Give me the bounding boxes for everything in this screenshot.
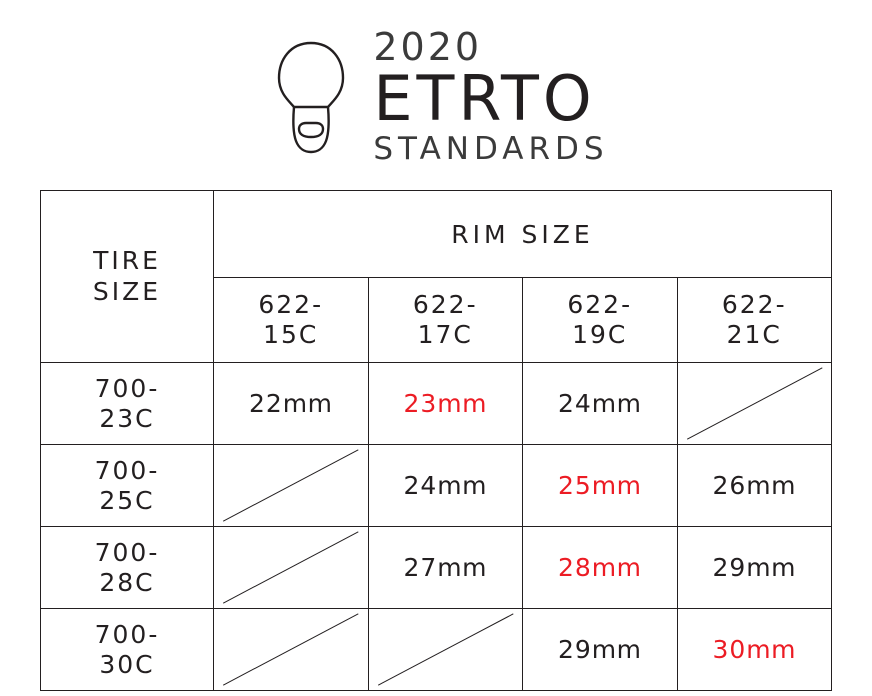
diagonal-slash-icon <box>678 363 832 444</box>
diagonal-slash-icon <box>214 609 368 690</box>
row-label-3-line1: 700- <box>94 619 160 649</box>
cell-3-1-not-applicable <box>368 609 523 691</box>
cell-3-2-value: 29 <box>557 635 592 664</box>
cell-3-3-value: 30 <box>712 635 747 664</box>
logo-header <box>0 25 872 167</box>
rim-column-header-1-line2: 17C <box>417 320 473 349</box>
logo-year: 2020 <box>373 25 483 69</box>
etrto-size-table-container <box>40 190 832 691</box>
rim-column-header-3-line1: 622- <box>721 290 787 319</box>
cell-0-0-unit: mm <box>282 389 333 418</box>
cell-1-1-unit: mm <box>437 471 488 500</box>
row-label-0 <box>41 363 214 445</box>
table-row <box>41 609 832 691</box>
row-label-3 <box>41 609 214 691</box>
cell-3-2 <box>523 609 678 691</box>
table-row <box>41 363 832 445</box>
cell-0-1 <box>368 363 523 445</box>
etrto-size-table <box>40 190 832 691</box>
cell-0-0-value: 22 <box>248 389 283 418</box>
logo-wordmark <box>373 25 609 167</box>
cell-2-3-value: 29 <box>712 553 747 582</box>
cell-0-0 <box>214 363 369 445</box>
rim-column-header-2-line1: 622- <box>567 290 633 319</box>
rim-column-header-1 <box>368 278 523 363</box>
cell-1-1-value: 24 <box>403 471 438 500</box>
rim-column-header-0-line2: 15C <box>263 320 319 349</box>
cell-2-1-unit: mm <box>437 553 488 582</box>
cell-1-0-not-applicable <box>214 445 369 527</box>
cell-2-1-value: 27 <box>403 553 438 582</box>
cell-0-1-value: 23 <box>403 389 438 418</box>
row-label-3-line2: 30C <box>99 649 155 679</box>
cell-1-3 <box>677 445 832 527</box>
rim-column-header-0 <box>214 278 369 363</box>
tire-size-header <box>41 191 214 363</box>
cell-1-3-unit: mm <box>746 471 797 500</box>
rim-column-header-2 <box>523 278 678 363</box>
cell-0-1-unit: mm <box>437 389 488 418</box>
cell-2-1 <box>368 527 523 609</box>
logo-name: ETRTO <box>373 62 596 135</box>
cell-1-3-value: 26 <box>712 471 747 500</box>
rim-column-header-0-line1: 622- <box>258 290 324 319</box>
cell-0-2-value: 24 <box>557 389 592 418</box>
table-row <box>41 445 832 527</box>
cell-3-3 <box>677 609 832 691</box>
rim-column-header-3-line2: 21C <box>726 320 782 349</box>
rim-column-header-2-line2: 19C <box>572 320 628 349</box>
cell-1-1 <box>368 445 523 527</box>
row-label-2 <box>41 527 214 609</box>
tire-size-header-line1: TIRE <box>93 246 161 275</box>
diagonal-slash-icon <box>369 609 523 690</box>
tire-cross-section-icon <box>263 37 359 157</box>
cell-2-2-unit: mm <box>591 553 642 582</box>
cell-3-3-unit: mm <box>746 635 797 664</box>
logo-subtitle: STANDARDS <box>373 131 609 167</box>
row-label-1 <box>41 445 214 527</box>
cell-2-3 <box>677 527 832 609</box>
diagonal-slash-icon <box>214 527 368 608</box>
rim-size-header: RIM SIZE <box>214 191 832 278</box>
row-label-1-line1: 700- <box>94 455 160 485</box>
cell-0-3-not-applicable <box>677 363 832 445</box>
cell-1-2-unit: mm <box>591 471 642 500</box>
cell-0-2 <box>523 363 678 445</box>
cell-2-2 <box>523 527 678 609</box>
cell-0-2-unit: mm <box>591 389 642 418</box>
rim-column-header-3 <box>677 278 832 363</box>
cell-2-3-unit: mm <box>746 553 797 582</box>
row-label-2-line2: 28C <box>99 567 155 597</box>
diagonal-slash-icon <box>214 445 368 526</box>
rim-column-header-1-line1: 622- <box>412 290 478 319</box>
cell-2-0-not-applicable <box>214 527 369 609</box>
cell-2-2-value: 28 <box>557 553 592 582</box>
cell-1-2 <box>523 445 678 527</box>
cell-1-2-value: 25 <box>557 471 592 500</box>
tire-size-header-line2: SIZE <box>92 276 162 306</box>
row-label-2-line1: 700- <box>94 537 160 567</box>
row-label-0-line1: 700- <box>94 373 160 403</box>
cell-3-0-not-applicable <box>214 609 369 691</box>
row-label-0-line2: 23C <box>99 403 155 433</box>
row-label-1-line2: 25C <box>99 485 155 515</box>
table-header-row-top <box>41 191 832 278</box>
cell-3-2-unit: mm <box>591 635 642 664</box>
table-row <box>41 527 832 609</box>
